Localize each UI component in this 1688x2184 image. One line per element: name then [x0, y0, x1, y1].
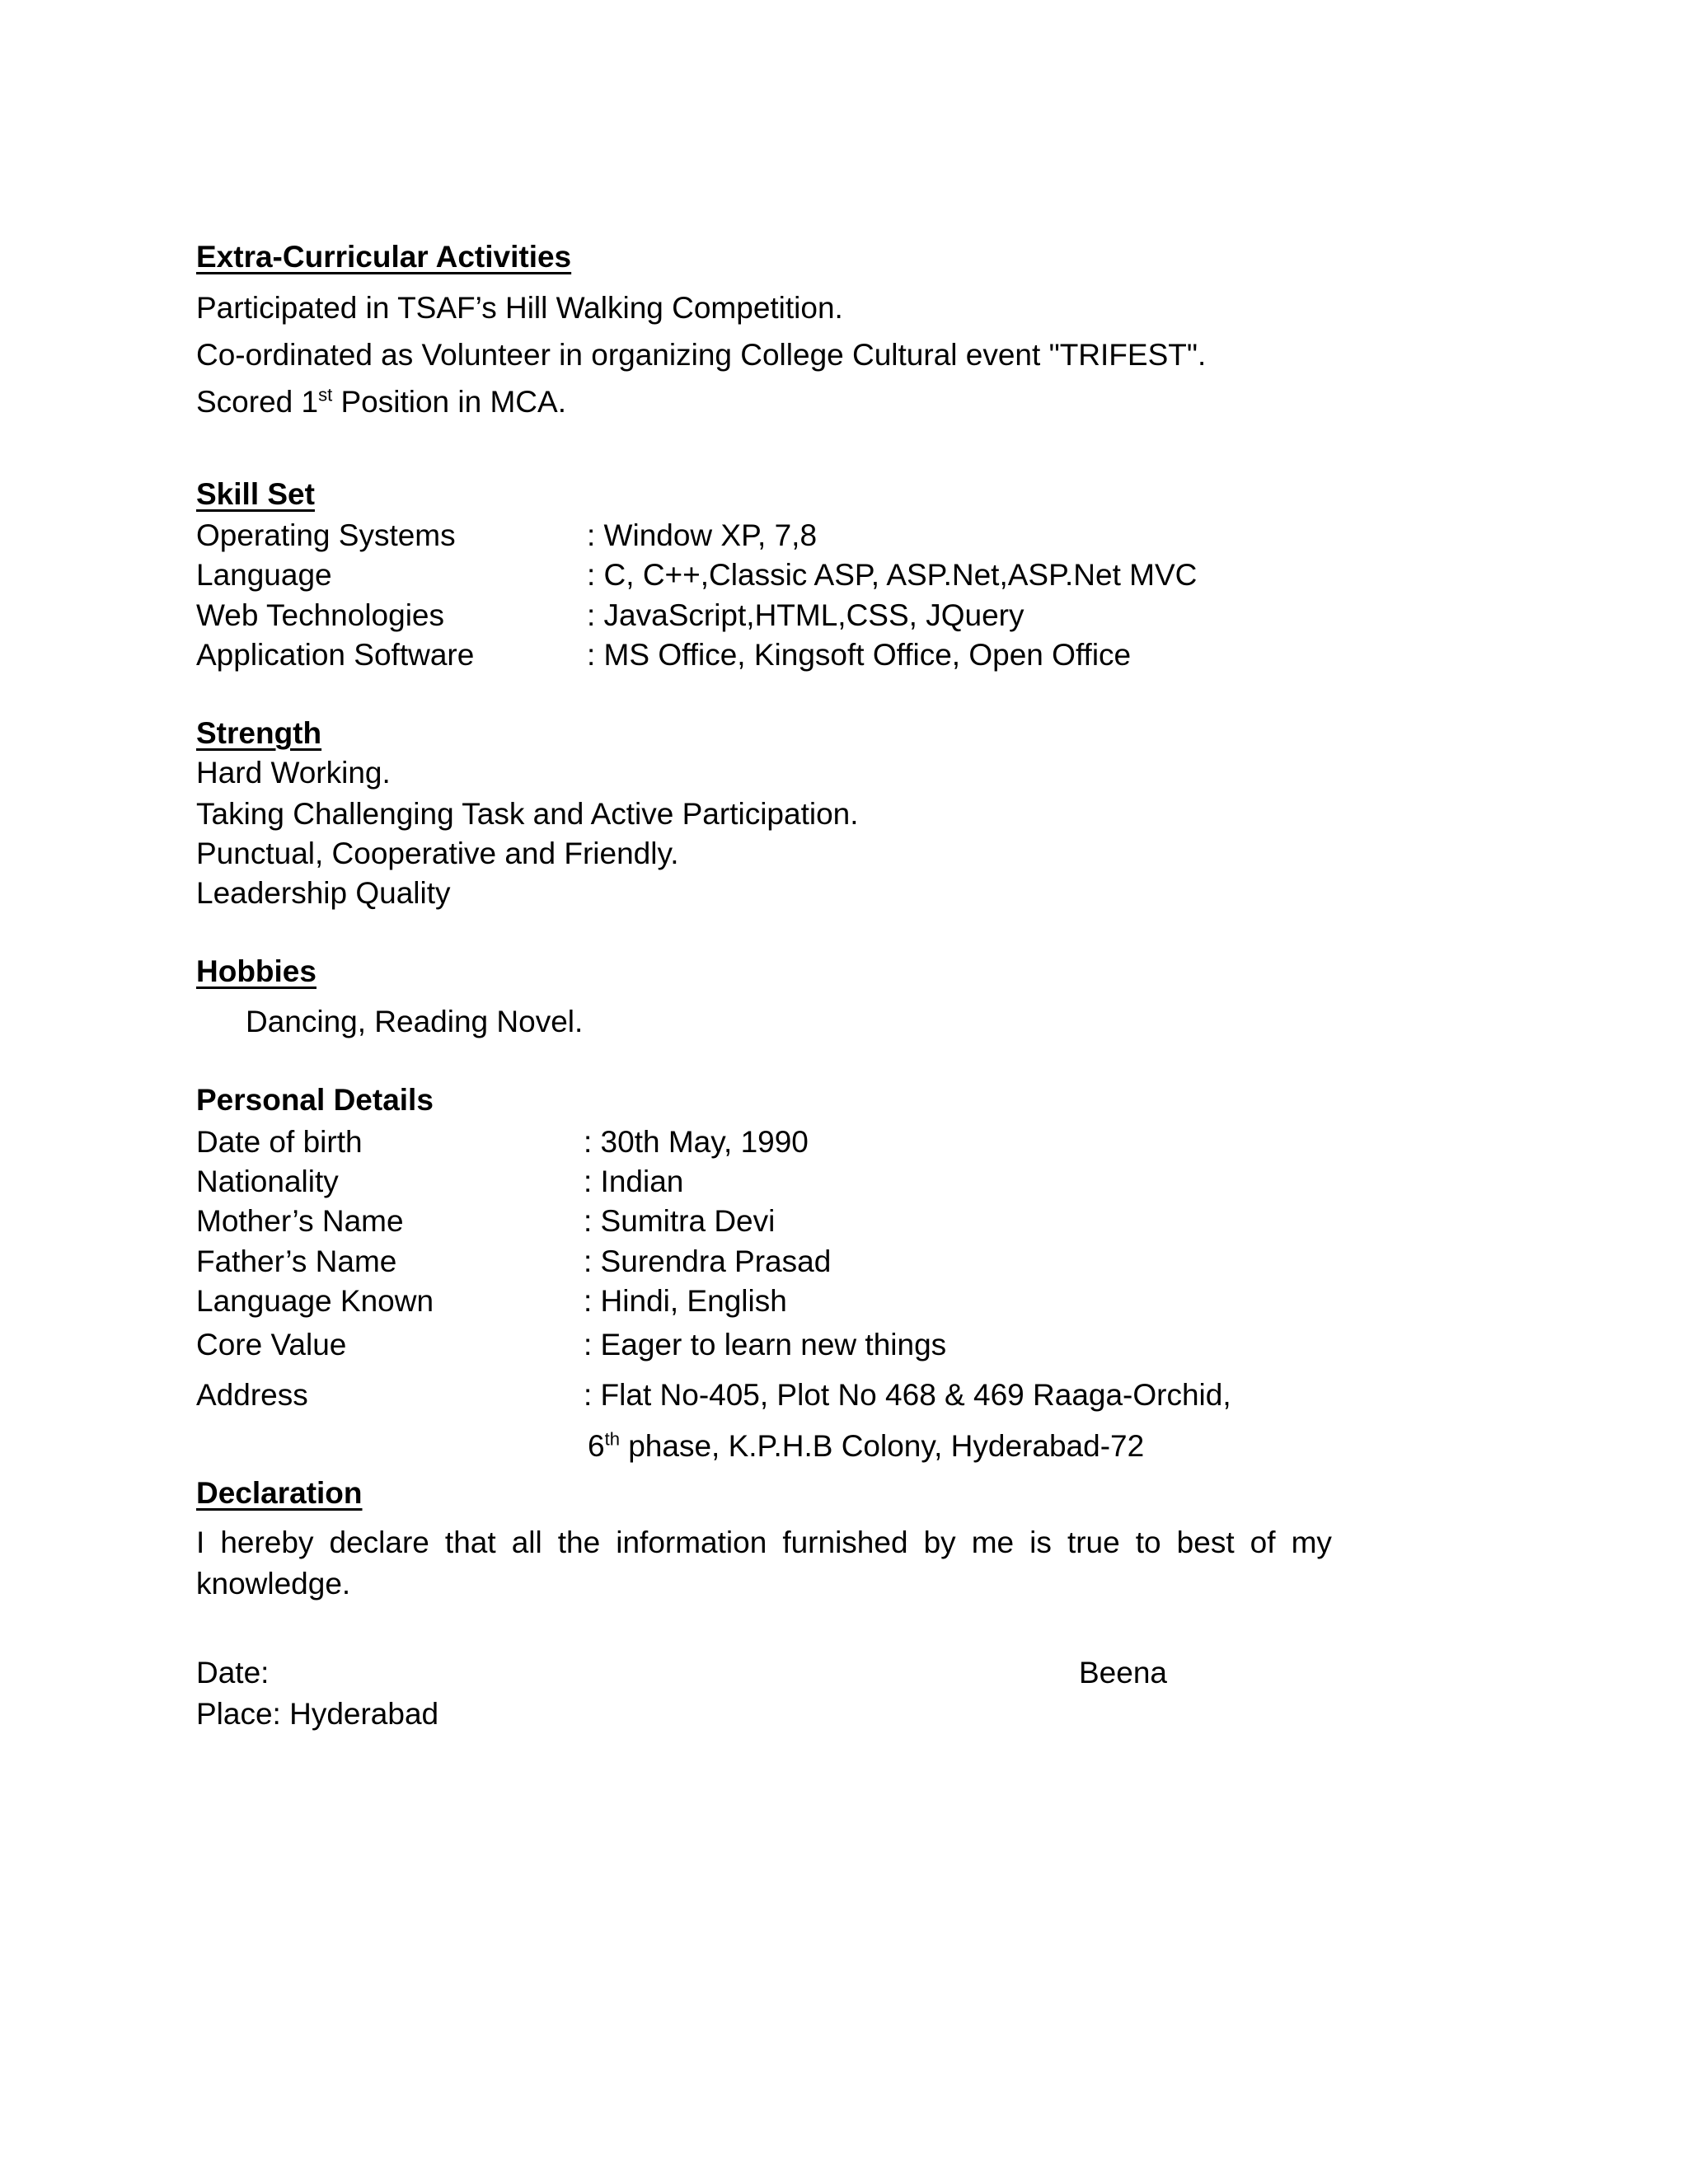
scored-sup: st: [318, 384, 333, 405]
declaration-word: of: [1250, 1526, 1276, 1559]
address-suffix: phase, K.P.H.B Colony, Hyderabad-72: [619, 1429, 1145, 1463]
personal-details-heading: Personal Details: [196, 1083, 434, 1117]
personal-value: : Surendra Prasad: [584, 1244, 832, 1278]
declaration-word: true: [1067, 1526, 1120, 1559]
skill-label: Application Software: [196, 638, 475, 672]
signature-name: Beena: [1079, 1656, 1167, 1690]
address-line-2: [588, 1428, 1144, 1465]
declaration-word: declare: [329, 1526, 429, 1559]
scored-suffix: Position in MCA.: [332, 385, 566, 419]
declaration-word: is: [1029, 1526, 1052, 1559]
declaration-word: my: [1291, 1526, 1332, 1559]
extra-curricular-item: Co-ordinated as Volunteer in organizing College Cultural event "TRIFEST".: [196, 338, 1207, 372]
declaration-word: that: [444, 1526, 496, 1559]
personal-label: Date of birth: [196, 1125, 363, 1159]
skill-set-heading: Skill Set: [196, 477, 315, 511]
address-prefix: 6: [588, 1429, 605, 1463]
place-label: Place: Hyderabad: [196, 1697, 439, 1731]
address-sup: th: [604, 1428, 620, 1450]
personal-label: Mother’s Name: [196, 1204, 404, 1238]
strength-item: Leadership Quality: [196, 876, 451, 910]
declaration-word: me: [971, 1526, 1015, 1559]
declaration-word: furnished: [782, 1526, 908, 1559]
declaration-word: information: [616, 1526, 767, 1559]
personal-value: : Eager to learn new things: [584, 1328, 947, 1361]
skill-value: : JavaScript,HTML,CSS, JQuery: [587, 598, 1025, 632]
declaration-word: by: [923, 1526, 956, 1559]
declaration-line-1: [196, 1522, 1332, 1563]
personal-value: : Hindi, English: [584, 1284, 787, 1318]
declaration-heading: Declaration: [196, 1476, 363, 1510]
skill-value: : C, C++,Classic ASP, ASP.Net,ASP.Net MVC: [587, 558, 1198, 592]
extra-curricular-item-scored: [196, 384, 566, 420]
declaration-text: [196, 1522, 1332, 1605]
skill-label: Web Technologies: [196, 598, 445, 632]
declaration-word: all: [511, 1526, 542, 1559]
declaration-line-2: knowledge.: [196, 1567, 351, 1601]
strength-item: Hard Working.: [196, 756, 391, 790]
skill-value: : Window XP, 7,8: [587, 518, 818, 552]
hobbies-heading: Hobbies: [196, 954, 316, 988]
declaration-word: best: [1176, 1526, 1235, 1559]
extra-curricular-heading: Extra-Curricular Activities: [196, 240, 572, 274]
strength-heading: Strength: [196, 716, 322, 750]
date-label: Date:: [196, 1656, 270, 1690]
personal-label: Nationality: [196, 1165, 339, 1198]
skill-label: Operating Systems: [196, 518, 456, 552]
declaration-word: the: [557, 1526, 601, 1559]
personal-label: Language Known: [196, 1284, 434, 1318]
declaration-word: I: [196, 1526, 205, 1559]
hobbies-text: Dancing, Reading Novel.: [246, 1005, 584, 1038]
strength-item: Taking Challenging Task and Active Participation.: [196, 797, 859, 831]
personal-label: Core Value: [196, 1328, 347, 1361]
skill-label: Language: [196, 558, 332, 592]
extra-curricular-item: Participated in TSAF’s Hill Walking Competition.: [196, 291, 843, 325]
declaration-word: to: [1135, 1526, 1161, 1559]
personal-label: Address: [196, 1378, 308, 1412]
personal-value: : 30th May, 1990: [584, 1125, 809, 1159]
personal-value: : Flat No-405, Plot No 468 & 469 Raaga-Orchid,: [584, 1378, 1231, 1412]
scored-prefix: Scored 1: [196, 385, 319, 419]
personal-value: : Sumitra Devi: [584, 1204, 776, 1238]
skill-value: : MS Office, Kingsoft Office, Open Office: [587, 638, 1132, 672]
declaration-word: hereby: [220, 1526, 314, 1559]
personal-label: Father’s Name: [196, 1244, 397, 1278]
personal-value: : Indian: [584, 1165, 684, 1198]
strength-item: Punctual, Cooperative and Friendly.: [196, 837, 679, 870]
